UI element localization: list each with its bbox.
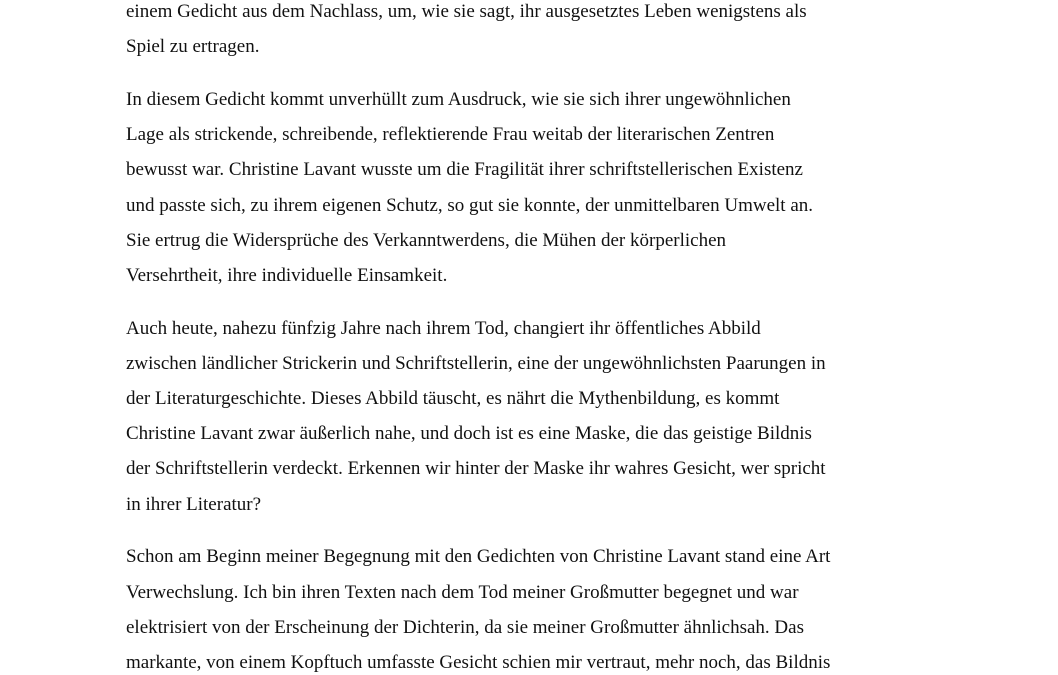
paragraph — [126, 311, 938, 522]
text-line: Christine Lavant zwar äußerlich nahe, und doch ist es eine Maske, die das geistige Bildnis — [126, 423, 812, 445]
text-line: Versehrtheit, ihre individuelle Einsamkeit. — [126, 264, 448, 286]
paragraph-spacing — [126, 522, 938, 540]
text-line: In diesem Gedicht kommt unverhüllt zum Ausdruck, wie sie sich ihrer ungewöhnlichen — [126, 88, 791, 110]
text-line: Auch heute, nahezu fünfzig Jahre nach ihrem Tod, changiert ihr öffentliches Abbild — [126, 317, 761, 339]
paragraph-spacing — [126, 293, 938, 311]
text-line: der Schriftstellerin verdeckt. Erkennen wir hinter der Maske ihr wahres Gesicht, wer spricht — [126, 458, 826, 480]
text-line: in ihrer Literatur? — [126, 493, 262, 515]
text-line: elektrisiert von der Erscheinung der Dichterin, da sie meiner Großmutter ähnlichsah. Das — [126, 616, 804, 638]
text-line: markante, von einem Kopftuch umfasste Gesicht schien mir vertraut, mehr noch, das Bildnis — [126, 651, 831, 673]
text-line: bewusst war. Christine Lavant wusste um die Fragilität ihrer schriftstellerischen Existenz — [126, 159, 803, 181]
document-body — [126, 0, 938, 675]
text-line: Sie ertrug die Widersprüche des Verkanntwerdens, die Mühen der körperlichen — [126, 229, 727, 251]
paragraph — [126, 82, 938, 293]
paragraph — [126, 0, 938, 64]
text-line: und passte sich, zu ihrem eigenen Schutz, so gut sie konnte, der unmittelbaren Umwelt an. — [126, 194, 813, 216]
text-line: der Literaturgeschichte. Dieses Abbild täuscht, es nährt die Mythenbildung, es kommt — [126, 388, 780, 410]
text-line: Lage als strickende, schreibende, reflektierende Frau weitab der literarischen Zentren — [126, 124, 775, 146]
text-line: zwischen ländlicher Strickerin und Schriftstellerin, eine der ungewöhnlichsten Paarungen in — [126, 352, 826, 374]
text-line: Schon am Beginn meiner Begegnung mit den Gedichten von Christine Lavant stand eine Art — [126, 546, 831, 568]
paragraph-spacing — [126, 64, 938, 82]
text-line: Verwechslung. Ich bin ihren Texten nach dem Tod meiner Großmutter begegnet und war — [126, 581, 799, 603]
text-line: einem Gedicht aus dem Nachlass, um, wie sie sagt, ihr ausgesetztes Leben wenigstens als — [126, 1, 807, 22]
paragraph — [126, 539, 938, 675]
text-line: Spiel zu ertragen. — [126, 36, 260, 58]
